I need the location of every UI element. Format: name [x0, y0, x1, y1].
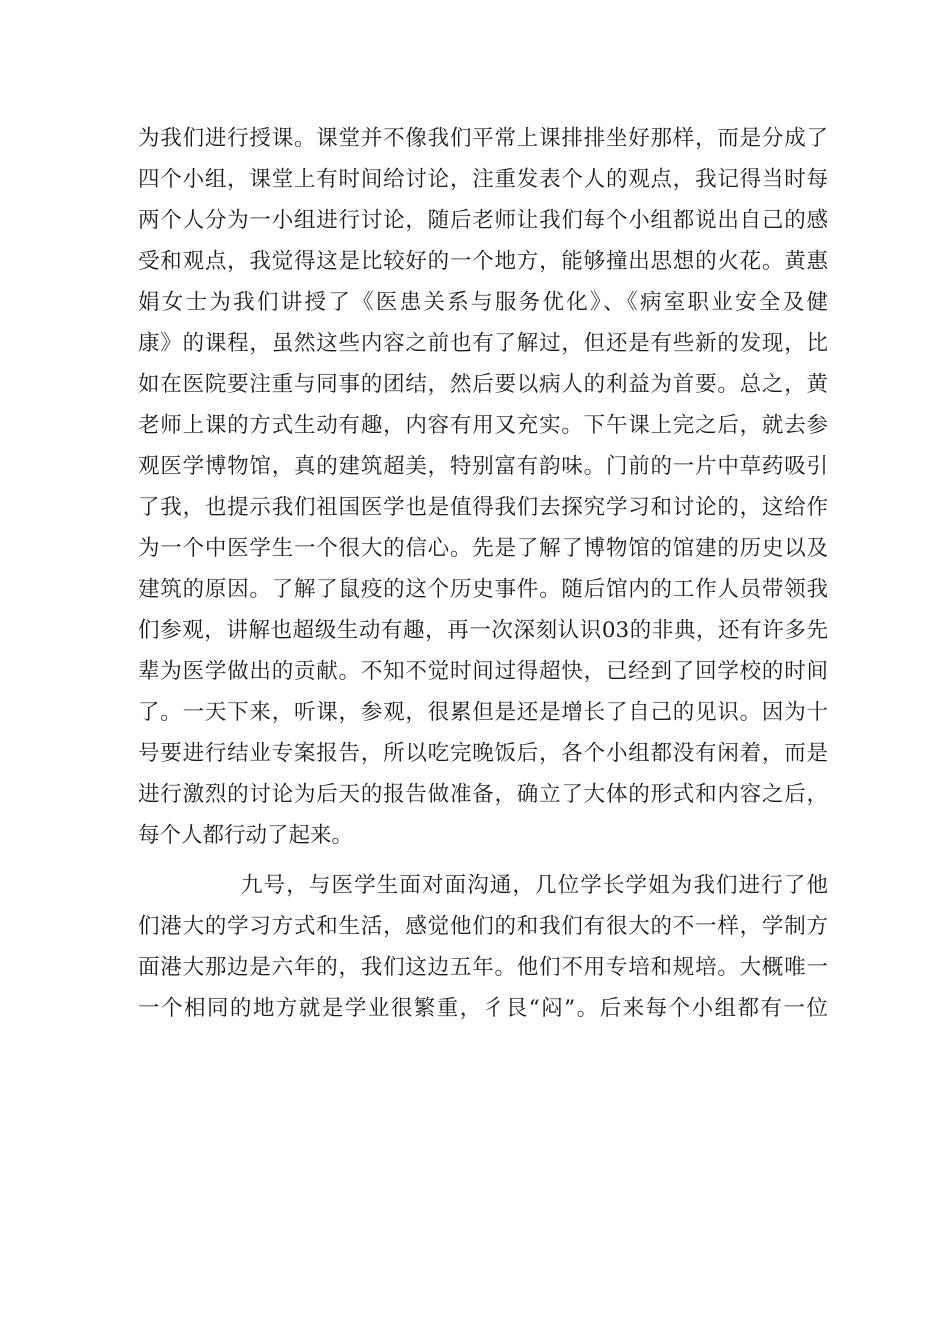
text-line: 如在医院要注重与同事的团结，然后要以病人的利益为首要。总之，黄 — [138, 372, 828, 397]
text-line: 两个人分为一小组进行讨论，随后老师让我们每个小组都说出自己的感 — [138, 208, 828, 233]
text-line: 观医学博物馆，真的建筑超美，特别富有韵味。门前的一片中草药吸引 — [138, 454, 828, 479]
text-line: 了我，也提示我们祖国医学也是值得我们去探究学习和讨论的，这给作 — [138, 495, 828, 520]
text-line: 每个人都行动了起来。 — [138, 823, 354, 848]
text-line: 一个相同的地方就是学业很繁重，彳艮“闷”。后来每个小组都有一位 — [138, 996, 828, 1021]
paragraph — [138, 865, 828, 1029]
text-line: 康》的课程，虽然这些内容之前也有了解过，但还是有些新的发现，比 — [138, 331, 828, 356]
text-line: 四个小组，课堂上有时间给讨论，注重发表个人的观点，我记得当时每 — [138, 167, 828, 192]
text-line: 老师上课的方式生动有趣，内容有用又充实。下午课上完之后，就去参 — [138, 413, 828, 438]
text-line: 建筑的原因。了解了鼠疫的这个历史事件。随后馆内的工作人员带领我 — [138, 577, 828, 602]
text-line: 九号，与医学生面对面沟通，几位学长学姐为我们进行了他 — [241, 873, 828, 898]
document-body — [138, 118, 828, 1029]
text-line: 号要进行结业专案报告，所以吃完晚饭后，各个小组都没有闲着，而是 — [138, 741, 828, 766]
text-line: 为我们进行授课。课堂并不像我们平常上课排排坐好那样，而是分成了 — [138, 126, 828, 151]
text-line: 们参观，讲解也超级生动有趣，再一次深刻认识03的非典，还有许多先 — [138, 618, 828, 643]
text-line: 受和观点，我觉得这是比较好的一个地方，能够撞出思想的火花。黄惠 — [138, 249, 828, 274]
text-line: 面港大那边是六年的，我们这边五年。他们不用专培和规培。大概唯一 — [138, 955, 828, 980]
text-line: 为一个中医学生一个很大的信心。先是了解了博物馆的馆建的历史以及 — [138, 536, 828, 561]
text-line: 娟女士为我们讲授了《医患关系与服务优化》、《病室职业安全及健 — [138, 290, 828, 315]
text-line: 了。一天下来，听课，参观，很累但是还是增长了自己的见识。因为十 — [138, 700, 828, 725]
paragraph — [138, 118, 828, 856]
text-line: 进行激烈的讨论为后天的报告做准备，确立了大体的形式和内容之后， — [138, 782, 828, 807]
text-line: 们港大的学习方式和生活，感觉他们的和我们有很大的不一样，学制方 — [138, 914, 828, 939]
text-line: 辈为医学做出的贡献。不知不觉时间过得超快，已经到了回学校的时间 — [138, 659, 828, 684]
paragraph-gap — [138, 856, 828, 865]
